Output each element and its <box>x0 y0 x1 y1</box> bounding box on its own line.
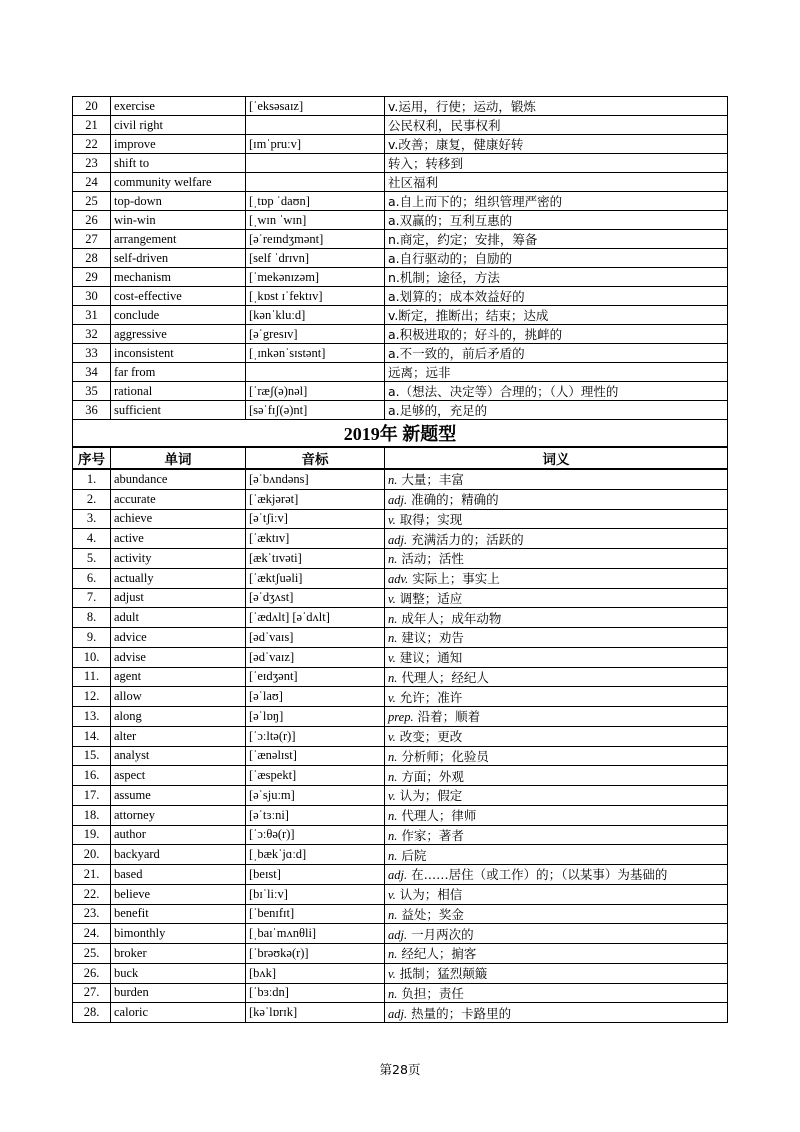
definition-text: 后院 <box>401 847 427 863</box>
row-number: 27 <box>73 230 111 249</box>
definition-text: 调整；适应 <box>399 590 463 606</box>
vocab-part-1 <box>73 97 728 420</box>
definition-text: 代理人；律师 <box>401 808 477 824</box>
definition-text: 沿着；顺着 <box>417 709 481 725</box>
table-row <box>73 173 728 192</box>
row-number: 23. <box>73 904 111 924</box>
row-ipa: [bɪˈliːv] <box>246 884 385 904</box>
row-definition: a.足够的，充足的 <box>385 401 728 420</box>
header-def: 词义 <box>385 447 728 469</box>
row-ipa: [self ˈdrɪvn] <box>246 249 385 268</box>
row-definition: a.双赢的；互利互惠的 <box>385 211 728 230</box>
row-definition: a.不一致的，前后矛盾的 <box>385 344 728 363</box>
row-definition: a.自行驱动的；自励的 <box>385 249 728 268</box>
row-ipa <box>246 154 385 173</box>
row-word: rational <box>111 382 246 401</box>
row-word: self-driven <box>111 249 246 268</box>
row-number: 13. <box>73 707 111 727</box>
table-row <box>73 287 728 306</box>
row-ipa: [ˈæspekt] <box>246 766 385 786</box>
definition-text: 方面；外观 <box>401 768 464 784</box>
definition-text: 取得；实现 <box>399 511 463 527</box>
row-word: active <box>111 529 246 549</box>
row-ipa: [əˈsjuːm] <box>246 786 385 806</box>
header-num: 序号 <box>73 447 111 469</box>
row-word: bimonthly <box>111 924 246 944</box>
table-row <box>73 154 728 173</box>
row-number: 22. <box>73 884 111 904</box>
row-definition <box>385 1003 728 1023</box>
row-number: 1. <box>73 469 111 489</box>
row-ipa: [əˈbʌndəns] <box>246 469 385 489</box>
row-ipa: [ˌbaɪˈmʌnθli] <box>246 924 385 944</box>
row-ipa: [əˈreɪndʒmənt] <box>246 230 385 249</box>
part-of-speech: n. <box>388 848 398 863</box>
row-word: author <box>111 825 246 845</box>
part-of-speech: n. <box>388 809 398 824</box>
row-word: caloric <box>111 1003 246 1023</box>
row-word: win-win <box>111 211 246 230</box>
row-definition <box>385 628 728 648</box>
definition-text: 建议；劝告 <box>401 630 464 646</box>
row-definition <box>385 529 728 549</box>
table-row <box>73 230 728 249</box>
row-ipa: [ədˈvaɪz] <box>246 647 385 667</box>
definition-text: 大量；丰富 <box>401 472 464 488</box>
row-definition <box>385 746 728 766</box>
row-definition: 社区福利 <box>385 173 728 192</box>
row-ipa: [əˈgresɪv] <box>246 325 385 344</box>
row-definition <box>385 786 728 806</box>
row-ipa: [əˈlɒŋ] <box>246 707 385 727</box>
part-of-speech: adj. <box>388 868 408 883</box>
part-of-speech: adj. <box>388 1006 408 1021</box>
row-ipa: [beɪst] <box>246 865 385 885</box>
row-definition: 公民权利，民事权利 <box>385 116 728 135</box>
part-of-speech: v. <box>388 512 396 527</box>
row-ipa: [ˌɪnkənˈsɪstənt] <box>246 344 385 363</box>
row-definition: 转入；转移到 <box>385 154 728 173</box>
row-word: buck <box>111 963 246 983</box>
part-of-speech: v. <box>388 888 396 903</box>
part-of-speech: n. <box>388 769 398 784</box>
row-definition <box>385 884 728 904</box>
part-of-speech: n. <box>388 552 398 567</box>
row-number: 18. <box>73 805 111 825</box>
row-definition: v.运用，行使；运动，锻炼 <box>385 97 728 116</box>
table-row <box>73 325 728 344</box>
row-ipa: [ækˈtɪvəti] <box>246 549 385 569</box>
table-row <box>73 135 728 154</box>
row-word: abundance <box>111 469 246 489</box>
definition-text: 经纪人；掮客 <box>401 946 477 962</box>
row-number: 32 <box>73 325 111 344</box>
page-number: 第28页 <box>379 1062 421 1077</box>
row-number: 6. <box>73 568 111 588</box>
table-row <box>73 726 728 746</box>
row-definition <box>385 509 728 529</box>
row-word: advise <box>111 647 246 667</box>
row-definition <box>385 568 728 588</box>
row-word: sufficient <box>111 401 246 420</box>
definition-text: 一月两次的 <box>411 926 474 942</box>
table-row <box>73 549 728 569</box>
vocabulary-sheet <box>72 96 727 1023</box>
table-row <box>73 97 728 116</box>
table-row <box>73 924 728 944</box>
table-row <box>73 865 728 885</box>
row-number: 29 <box>73 268 111 287</box>
row-ipa: [ˈæktʃuəli] <box>246 568 385 588</box>
definition-text: 改变；更改 <box>399 729 463 745</box>
row-word: community welfare <box>111 173 246 192</box>
definition-text: 代理人；经纪人 <box>401 669 489 685</box>
row-number: 11. <box>73 667 111 687</box>
row-definition <box>385 489 728 509</box>
table-row <box>73 382 728 401</box>
table-row <box>73 588 728 608</box>
row-ipa: [ˌtɒp ˈdaʊn] <box>246 192 385 211</box>
row-word: backyard <box>111 845 246 865</box>
row-ipa: [ˈbrəʊkə(r)] <box>246 944 385 964</box>
table-row <box>73 746 728 766</box>
row-word: allow <box>111 687 246 707</box>
row-word: exercise <box>111 97 246 116</box>
header-word: 单词 <box>111 447 246 469</box>
row-definition <box>385 963 728 983</box>
row-ipa: [ɪmˈpruːv] <box>246 135 385 154</box>
definition-text: 作家；著者 <box>401 827 464 843</box>
row-number: 28. <box>73 1003 111 1023</box>
table-row <box>73 667 728 687</box>
row-word: burden <box>111 983 246 1003</box>
row-number: 21 <box>73 116 111 135</box>
table-row <box>73 568 728 588</box>
definition-text: 成年人；成年动物 <box>401 610 502 626</box>
row-definition <box>385 983 728 1003</box>
row-definition <box>385 904 728 924</box>
row-number: 9. <box>73 628 111 648</box>
row-word: assume <box>111 786 246 806</box>
row-ipa <box>246 363 385 382</box>
definition-text: 负担；责任 <box>401 985 464 1001</box>
row-number: 26 <box>73 211 111 230</box>
table-row <box>73 469 728 489</box>
row-number: 7. <box>73 588 111 608</box>
row-ipa: [kənˈkluːd] <box>246 306 385 325</box>
row-definition <box>385 687 728 707</box>
row-ipa: [ˈbenɪfɪt] <box>246 904 385 924</box>
row-ipa: [ˈmekənɪzəm] <box>246 268 385 287</box>
row-number: 22 <box>73 135 111 154</box>
row-definition <box>385 469 728 489</box>
part-of-speech: n. <box>388 986 398 1001</box>
table-row <box>73 401 728 420</box>
row-ipa: [ˈræʃ(ə)nəl] <box>246 382 385 401</box>
row-ipa: [ˈɔːθə(r)] <box>246 825 385 845</box>
table-row <box>73 628 728 648</box>
row-number: 19. <box>73 825 111 845</box>
row-ipa: [ˌbækˈjɑːd] <box>246 845 385 865</box>
part-of-speech: v. <box>388 690 396 705</box>
table-row <box>73 687 728 707</box>
table-row <box>73 363 728 382</box>
row-definition <box>385 588 728 608</box>
table-row <box>73 1003 728 1023</box>
row-number: 27. <box>73 983 111 1003</box>
definition-text: 在……居住（或工作）的；（以某事）为基础的 <box>411 867 668 883</box>
row-ipa: [ˈædʌlt] [əˈdʌlt] <box>246 608 385 628</box>
row-number: 8. <box>73 608 111 628</box>
definition-text: 抵制；猛烈颠簸 <box>399 966 488 982</box>
row-definition: v.断定，推断出；结束；达成 <box>385 306 728 325</box>
table-row <box>73 944 728 964</box>
row-number: 26. <box>73 963 111 983</box>
table-row <box>73 647 728 667</box>
header-row <box>73 447 728 469</box>
definition-text: 活动；活性 <box>401 551 464 567</box>
row-word: arrangement <box>111 230 246 249</box>
table-row <box>73 904 728 924</box>
row-word: broker <box>111 944 246 964</box>
table-row <box>73 344 728 363</box>
table-row <box>73 608 728 628</box>
row-number: 20 <box>73 97 111 116</box>
row-ipa: [kəˈlɒrɪk] <box>246 1003 385 1023</box>
row-number: 20. <box>73 845 111 865</box>
row-number: 31 <box>73 306 111 325</box>
row-definition <box>385 647 728 667</box>
row-word: mechanism <box>111 268 246 287</box>
row-ipa: [əˈtʃiːv] <box>246 509 385 529</box>
definition-text: 认为；相信 <box>399 887 463 903</box>
table-row <box>73 249 728 268</box>
row-definition <box>385 805 728 825</box>
row-ipa: [səˈfɪʃ(ə)nt] <box>246 401 385 420</box>
row-word: attorney <box>111 805 246 825</box>
row-word: believe <box>111 884 246 904</box>
definition-text: 建议；通知 <box>399 650 463 666</box>
row-definition: n.机制；途径，方法 <box>385 268 728 287</box>
row-number: 10. <box>73 647 111 667</box>
part-of-speech: v. <box>388 730 396 745</box>
definition-text: 热量的；卡路里的 <box>411 1005 512 1021</box>
table-row <box>73 529 728 549</box>
row-number: 25. <box>73 944 111 964</box>
row-definition <box>385 707 728 727</box>
row-word: top-down <box>111 192 246 211</box>
row-word: far from <box>111 363 246 382</box>
row-definition <box>385 944 728 964</box>
table-row <box>73 766 728 786</box>
table-row <box>73 786 728 806</box>
definition-text: 实际上；事实上 <box>412 571 500 587</box>
row-word: adult <box>111 608 246 628</box>
row-word: based <box>111 865 246 885</box>
part-of-speech: adj. <box>388 493 408 508</box>
row-word: shift to <box>111 154 246 173</box>
row-number: 15. <box>73 746 111 766</box>
table-row <box>73 509 728 529</box>
row-number: 25 <box>73 192 111 211</box>
header-ipa: 音标 <box>246 447 385 469</box>
table-row <box>73 707 728 727</box>
part-of-speech: n. <box>388 473 398 488</box>
part-of-speech: v. <box>388 651 396 666</box>
row-number: 12. <box>73 687 111 707</box>
part-of-speech: v. <box>388 967 396 982</box>
row-definition <box>385 608 728 628</box>
part-of-speech: prep. <box>388 710 414 725</box>
part-of-speech: n. <box>388 947 398 962</box>
table-row <box>73 884 728 904</box>
row-definition: a.划算的；成本效益好的 <box>385 287 728 306</box>
row-definition <box>385 766 728 786</box>
row-number: 17. <box>73 786 111 806</box>
row-ipa: [ˈɔːltə(r)] <box>246 726 385 746</box>
row-word: civil right <box>111 116 246 135</box>
row-ipa: [ˈbɜːdn] <box>246 983 385 1003</box>
row-definition <box>385 726 728 746</box>
row-definition <box>385 549 728 569</box>
row-number: 30 <box>73 287 111 306</box>
part-of-speech: adj. <box>388 927 408 942</box>
row-word: advice <box>111 628 246 648</box>
row-number: 24 <box>73 173 111 192</box>
row-ipa: [əˈdʒʌst] <box>246 588 385 608</box>
definition-text: 分析师；化验员 <box>401 748 489 764</box>
table-row <box>73 211 728 230</box>
table-row <box>73 306 728 325</box>
part-of-speech: n. <box>388 670 398 685</box>
section-title: 2019年 新题型 <box>73 420 728 448</box>
row-number: 34 <box>73 363 111 382</box>
row-word: activity <box>111 549 246 569</box>
row-word: cost-effective <box>111 287 246 306</box>
part-of-speech: n. <box>388 749 398 764</box>
row-number: 33 <box>73 344 111 363</box>
table-row <box>73 983 728 1003</box>
row-ipa: [bʌk] <box>246 963 385 983</box>
vocab-table <box>72 96 728 1023</box>
row-number: 21. <box>73 865 111 885</box>
definition-text: 准确的；精确的 <box>411 492 499 508</box>
row-ipa: [əˈlaʊ] <box>246 687 385 707</box>
table-row <box>73 116 728 135</box>
row-number: 28 <box>73 249 111 268</box>
row-word: improve <box>111 135 246 154</box>
part-of-speech: v. <box>388 789 396 804</box>
vocab-part-2 <box>73 469 728 1023</box>
row-word: accurate <box>111 489 246 509</box>
definition-text: 允许；准许 <box>399 689 463 705</box>
row-definition <box>385 825 728 845</box>
row-definition: v.改善；康复，健康好转 <box>385 135 728 154</box>
row-word: aggressive <box>111 325 246 344</box>
row-ipa <box>246 173 385 192</box>
table-row <box>73 825 728 845</box>
row-word: along <box>111 707 246 727</box>
row-word: inconsistent <box>111 344 246 363</box>
part-of-speech: v. <box>388 591 396 606</box>
row-ipa: [ˈeksəsaɪz] <box>246 97 385 116</box>
row-number: 5. <box>73 549 111 569</box>
row-ipa: [əˈtɜːni] <box>246 805 385 825</box>
part-of-speech: n. <box>388 907 398 922</box>
row-number: 2. <box>73 489 111 509</box>
row-word: alter <box>111 726 246 746</box>
row-ipa: [ˌwɪn ˈwɪn] <box>246 211 385 230</box>
row-ipa: [ˌkɒst ɪˈfektɪv] <box>246 287 385 306</box>
row-word: benefit <box>111 904 246 924</box>
row-ipa: [ˈeɪdʒənt] <box>246 667 385 687</box>
row-definition <box>385 845 728 865</box>
row-word: actually <box>111 568 246 588</box>
part-of-speech: adv. <box>388 572 409 587</box>
section-title-row <box>73 420 728 448</box>
row-definition: n.商定，约定；安排，筹备 <box>385 230 728 249</box>
row-ipa: [ˈæktɪv] <box>246 529 385 549</box>
table-row <box>73 489 728 509</box>
row-ipa: [ədˈvaɪs] <box>246 628 385 648</box>
row-word: analyst <box>111 746 246 766</box>
row-definition: 远离；远非 <box>385 363 728 382</box>
row-ipa: [ˈænəlɪst] <box>246 746 385 766</box>
table-row <box>73 192 728 211</box>
row-definition <box>385 667 728 687</box>
row-number: 14. <box>73 726 111 746</box>
table-row <box>73 845 728 865</box>
part-of-speech: n. <box>388 631 398 646</box>
definition-text: 认为；假定 <box>399 788 463 804</box>
table-row <box>73 805 728 825</box>
row-ipa <box>246 116 385 135</box>
row-word: aspect <box>111 766 246 786</box>
row-definition: a.自上而下的；组织管理严密的 <box>385 192 728 211</box>
row-number: 35 <box>73 382 111 401</box>
row-number: 4. <box>73 529 111 549</box>
row-ipa: [ˈækjərət] <box>246 489 385 509</box>
table-row <box>73 268 728 287</box>
part-of-speech: n. <box>388 828 398 843</box>
table-row <box>73 963 728 983</box>
row-word: conclude <box>111 306 246 325</box>
part-of-speech: n. <box>388 611 398 626</box>
row-number: 23 <box>73 154 111 173</box>
row-number: 36 <box>73 401 111 420</box>
row-word: adjust <box>111 588 246 608</box>
definition-text: 益处；奖金 <box>401 906 464 922</box>
row-definition: a.积极进取的；好斗的，挑衅的 <box>385 325 728 344</box>
row-definition: a.（想法、决定等）合理的；（人）理性的 <box>385 382 728 401</box>
row-definition <box>385 865 728 885</box>
row-number: 24. <box>73 924 111 944</box>
row-word: achieve <box>111 509 246 529</box>
row-number: 16. <box>73 766 111 786</box>
row-number: 3. <box>73 509 111 529</box>
row-definition <box>385 924 728 944</box>
row-word: agent <box>111 667 246 687</box>
part-of-speech: adj. <box>388 532 408 547</box>
definition-text: 充满活力的；活跃的 <box>411 531 524 547</box>
